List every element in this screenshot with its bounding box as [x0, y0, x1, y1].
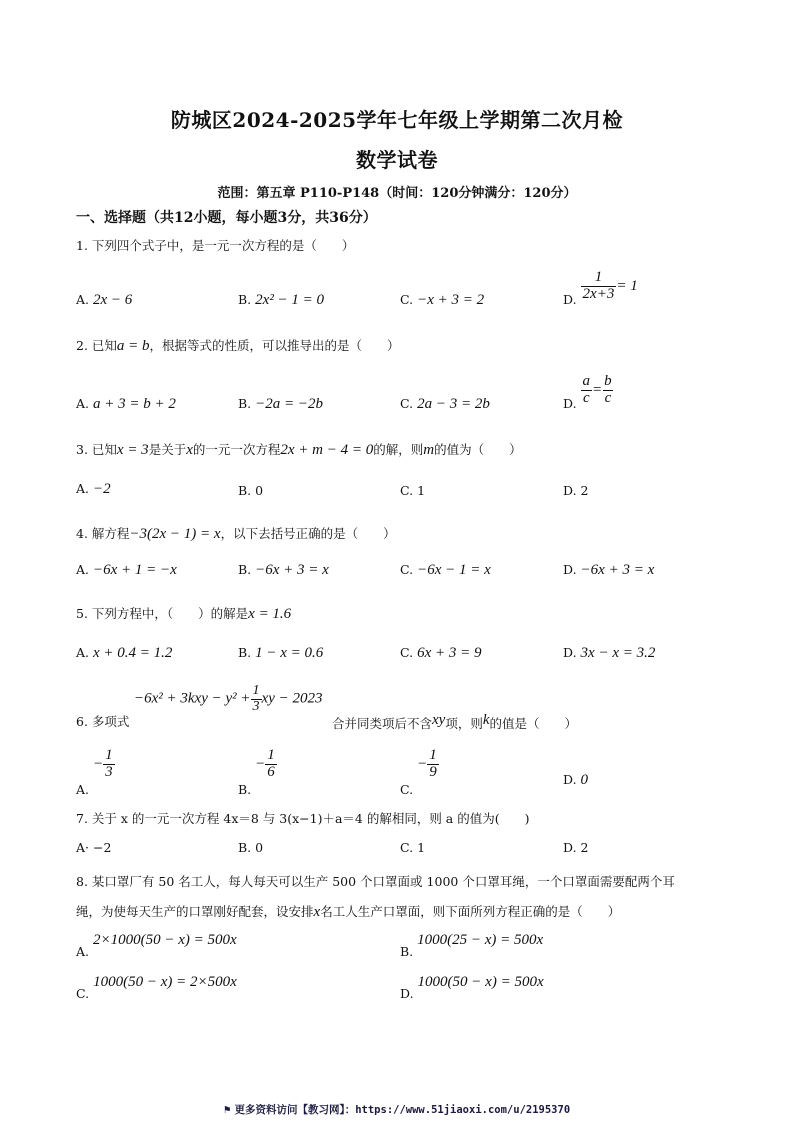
question-2-stem	[76, 336, 400, 355]
q7-option-d[interactable]: D. 2	[563, 840, 589, 855]
equals-sign: =	[592, 381, 603, 398]
stem-text: 2. 已知	[76, 338, 117, 353]
stem-math: −3(2x − 1) = x	[129, 526, 221, 542]
flag-icon: ⚑	[223, 1103, 231, 1116]
stem-text: ，根据等式的性质，可以推导出的是（ ）	[149, 338, 400, 353]
fraction	[581, 270, 617, 303]
option-letter: A.	[76, 944, 90, 959]
stem-text: 5. 下列方程中，（ ）的解是	[76, 606, 249, 621]
option-math: a + 3 = b + 2	[93, 396, 176, 412]
stem-math: −6x² + 3kxy − y² +	[134, 690, 251, 707]
stem-text: 的值为（ ）	[434, 442, 522, 457]
q6-option-d[interactable]	[563, 772, 588, 789]
stem-text: 合并同类项后不含	[332, 716, 433, 731]
denominator: c	[582, 389, 590, 406]
option-math: = 1	[616, 277, 638, 294]
stem-math: x = 1.6	[248, 606, 292, 622]
q2-option-a[interactable]	[76, 396, 176, 413]
option-letter: C.	[400, 645, 414, 660]
denominator: 3	[105, 763, 113, 780]
option-letter: B.	[238, 396, 252, 411]
exam-range: 范围：第五章 P110-P148（时间：120分钟满分：120分）	[217, 186, 577, 201]
option-letter: C.	[400, 292, 414, 307]
question-6-stem: 6. 多项式	[76, 714, 130, 729]
numerator: 1	[105, 747, 113, 763]
exam-subtitle: 数学试卷	[356, 148, 438, 172]
stem-text: 的值是（ ）	[489, 716, 578, 731]
q6-option-c[interactable]	[400, 748, 439, 797]
question-4-stem	[76, 524, 396, 543]
stem-math: k	[482, 712, 490, 728]
option-math: −6x + 1 = −x	[93, 562, 177, 578]
option-math: −x + 3 = 2	[417, 292, 485, 308]
option-math: −6x − 1 = x	[417, 562, 491, 578]
option-math: −2a = −2b	[255, 396, 324, 412]
option-letter: B.	[238, 292, 252, 307]
section-heading: 一、选择题（共12小题，每小题3分，共36分）	[76, 210, 377, 226]
numerator: 1	[429, 747, 437, 763]
footer-text: 更多资料访问【教习网】：https://www.51jiaoxi.com/u/2195370	[234, 1104, 571, 1116]
fraction	[581, 374, 593, 407]
q7-option-a[interactable]: A· −2	[76, 840, 112, 855]
question-8-stem-line2	[76, 902, 620, 921]
option-letter: C.	[400, 396, 414, 411]
option-math: 0	[580, 772, 589, 788]
q1-option-a[interactable]	[76, 292, 132, 309]
q4-option-b[interactable]	[238, 562, 329, 579]
denominator: 2x+3	[582, 285, 615, 302]
q4-option-a[interactable]	[76, 562, 177, 579]
q5-option-d[interactable]	[563, 645, 655, 662]
question-3-stem	[76, 440, 522, 459]
q3-option-a[interactable]	[76, 481, 111, 498]
stem-text: 项，则	[445, 716, 483, 731]
q1-option-c[interactable]	[400, 292, 484, 309]
q7-option-c[interactable]: C. 1	[400, 840, 426, 855]
option-math: 6x + 3 = 9	[417, 645, 482, 661]
option-math: 1 − x = 0.6	[255, 645, 324, 661]
q1-option-d[interactable]	[563, 270, 638, 307]
option-letter: B.	[400, 944, 414, 959]
footer-link[interactable]	[0, 1102, 794, 1117]
option-math: 2x − 6	[93, 292, 133, 308]
q1-option-b[interactable]	[238, 292, 324, 309]
fraction	[602, 374, 614, 407]
option-letter: C.	[400, 781, 414, 797]
fraction	[103, 748, 115, 781]
numerator: 1	[594, 269, 603, 285]
q8-option-b[interactable]	[400, 932, 543, 959]
q5-option-a[interactable]	[76, 645, 172, 662]
stem-text: ，以下去括号正确的是（ ）	[220, 526, 396, 541]
stem-math: x	[313, 904, 321, 920]
question-5-stem	[76, 604, 291, 623]
q6-polynomial	[134, 684, 322, 714]
option-letter: B.	[238, 645, 252, 660]
stem-text: 是关于	[148, 442, 187, 457]
q3-option-d[interactable]: D. 2	[563, 483, 589, 498]
q4-option-d[interactable]	[563, 562, 654, 579]
stem-math: xy − 2023	[261, 690, 323, 707]
option-letter: D.	[563, 772, 577, 787]
stem-text: 绳，为使每天生产的口罩刚好配套，设安排	[76, 904, 314, 919]
option-math: 2x² − 1 = 0	[255, 292, 325, 308]
negative-sign: −	[93, 755, 104, 772]
denominator: 6	[267, 763, 275, 780]
denominator: c	[604, 389, 612, 406]
stem-math: a = b	[116, 338, 150, 354]
q5-option-c[interactable]	[400, 645, 481, 662]
option-letter: D.	[563, 562, 577, 577]
denominator: 3	[252, 698, 260, 714]
option-letter: A.	[76, 645, 90, 660]
option-letter: B.	[238, 781, 252, 797]
option-math: −2	[93, 481, 111, 497]
option-math: −6x + 3 = x	[580, 562, 655, 578]
numerator: 1	[252, 683, 260, 698]
fraction	[427, 748, 439, 781]
q3-option-c[interactable]: C. 1	[400, 483, 426, 498]
option-letter: C.	[400, 562, 414, 577]
numerator: 1	[267, 747, 275, 763]
question-1-stem: 1. 下列四个式子中，是一元一次方程的是（ ）	[76, 238, 355, 253]
negative-sign: −	[255, 755, 266, 772]
option-math: −6x + 3 = x	[255, 562, 329, 578]
q8-option-c[interactable]	[76, 974, 237, 1001]
option-math: 3x − x = 3.2	[580, 645, 656, 661]
negative-sign: −	[417, 755, 428, 772]
stem-text: 3. 已知	[76, 442, 117, 457]
stem-math: 2x + m − 4 = 0	[280, 442, 374, 458]
fraction	[265, 748, 277, 781]
numerator: b	[604, 373, 612, 389]
q3-option-b[interactable]: B. 0	[238, 483, 264, 498]
option-letter: D.	[563, 291, 577, 307]
exam-title: 防城区2024-2025学年七年级上学期第二次月检	[170, 108, 624, 132]
option-math: 2×1000(50 − x) = 500x	[93, 932, 237, 948]
option-math: 1000(50 − x) = 500x	[417, 974, 544, 990]
option-letter: A.	[76, 396, 90, 411]
option-math: 2a − 3 = 2b	[417, 396, 490, 412]
q7-option-b[interactable]: B. 0	[238, 840, 264, 855]
q8-option-d[interactable]	[400, 974, 544, 1001]
option-letter: D.	[400, 986, 414, 1001]
stem-text: 的一元一次方程	[192, 442, 281, 457]
option-letter: D.	[563, 395, 577, 411]
option-math: 1000(50 − x) = 2×500x	[93, 974, 237, 990]
q6-option-b[interactable]	[238, 748, 277, 797]
q6-option-a[interactable]	[76, 748, 115, 797]
q2-option-c[interactable]	[400, 396, 490, 413]
option-letter: A.	[76, 562, 90, 577]
option-letter: B.	[238, 562, 252, 577]
q6-stem-tail	[332, 712, 577, 732]
option-math: x + 0.4 = 1.2	[93, 645, 173, 661]
stem-math: x = 3	[116, 442, 149, 458]
option-letter: C.	[76, 986, 90, 1001]
q4-option-c[interactable]	[400, 562, 491, 579]
stem-math: m	[423, 442, 435, 458]
stem-text: 名工人生产口罩面，则下面所列方程正确的是（ ）	[320, 904, 621, 919]
stem-math: xy	[432, 712, 446, 728]
numerator: a	[582, 373, 591, 389]
question-8-stem-line1: 8. 某口罩厂有 50 名工人，每人每天可以生产 500 个口罩面或 1000 个口罩耳绳，一个口罩面需要配两个耳	[76, 874, 675, 889]
stem-math: x	[186, 442, 193, 458]
stem-text: 的解，则	[373, 442, 424, 457]
q2-option-d[interactable]	[563, 374, 614, 411]
fraction	[251, 684, 262, 714]
q5-option-b[interactable]	[238, 645, 323, 662]
option-letter: A.	[76, 781, 90, 797]
q8-option-a[interactable]	[76, 932, 237, 959]
stem-text: 4. 解方程	[76, 526, 130, 541]
option-letter: D.	[563, 645, 577, 660]
denominator: 9	[429, 763, 437, 780]
option-math: 1000(25 − x) = 500x	[417, 932, 544, 948]
option-letter: A.	[76, 292, 90, 307]
question-7-stem: 7. 关于 x 的一元一次方程 4x＝8 与 3(x−1)＋a＝4 的解相同，则 a 的值为( )	[76, 811, 530, 826]
q2-option-b[interactable]	[238, 396, 323, 413]
option-letter: A.	[76, 481, 90, 496]
